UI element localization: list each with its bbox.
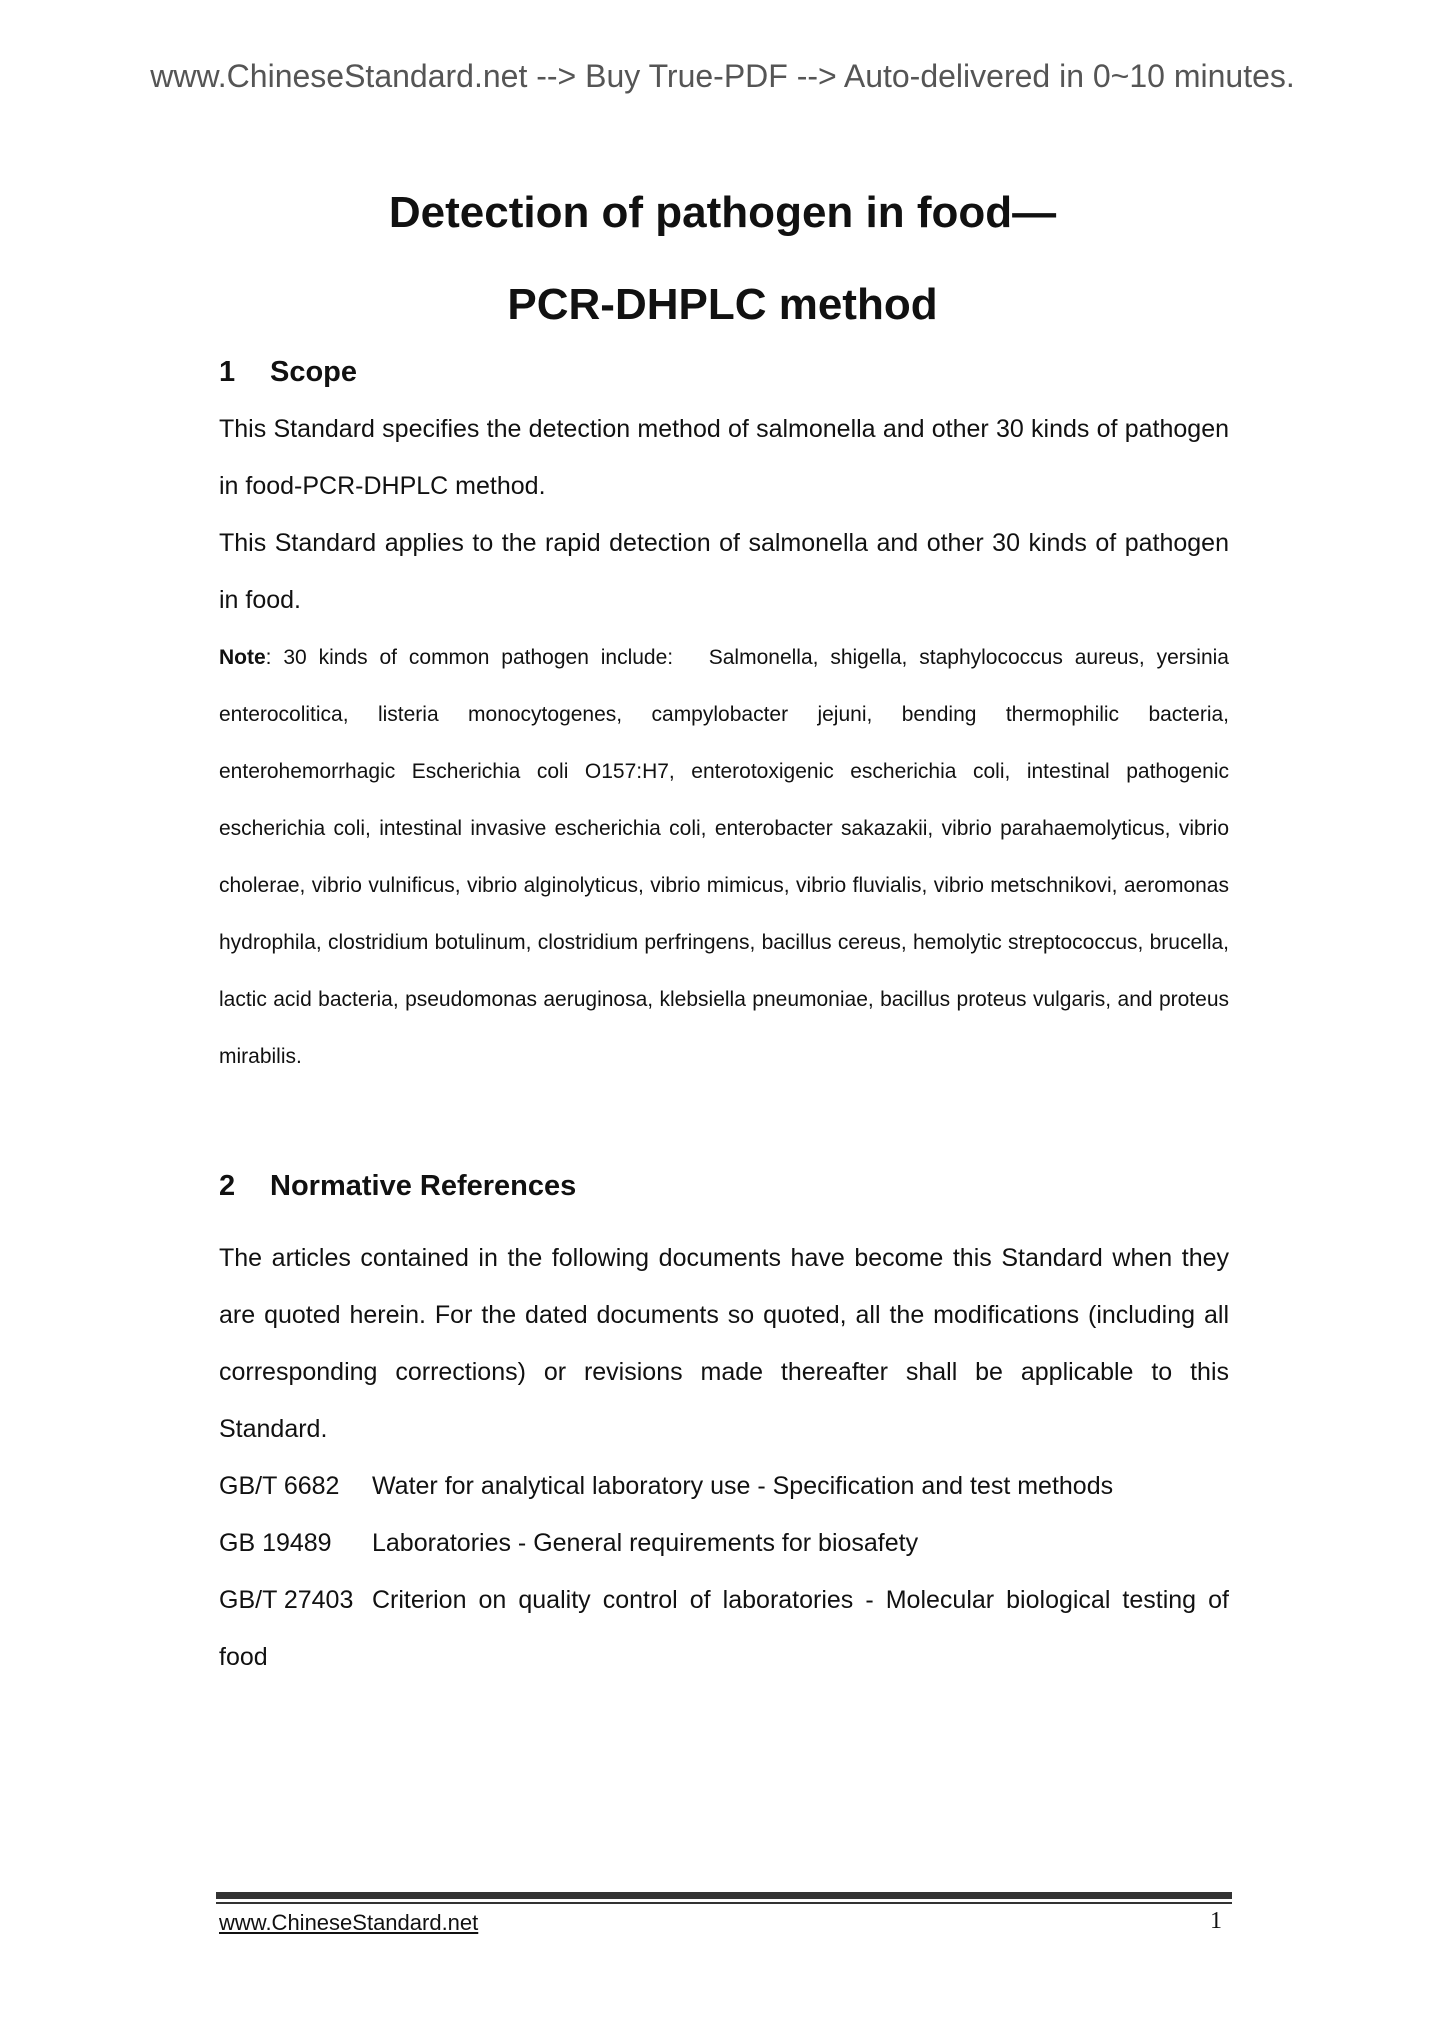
- footer-rule-thick: [216, 1892, 1232, 1899]
- document-title-line1: Detection of pathogen in food—: [388, 188, 1057, 237]
- scope-paragraph-1: This Standard specifies the detection method of salmonella and other 30 kinds of pathogen in food-PCR-DHPLC method.: [219, 415, 1229, 500]
- reference-item: [219, 1515, 1229, 1572]
- reference-code: GB/T 27403: [219, 1586, 354, 1614]
- references-body: [219, 1230, 1229, 1686]
- section-number: 1: [219, 356, 236, 388]
- note-text: : 30 kinds of common pathogen include: Salmonella, shigella, staphylococcus aureus, yersinia enterocolitica, listeria monocytogenes, campylobacter jejuni, bending thermophilic bacteria, enterohemorrhagic Escherichia coli O157:H7, enterotoxigenic escherichia coli, intestinal pathogenic escherichia coli, intestinal invasive escherichia coli, enterobacter sakazakii, vibrio parahaemolyticus, vibrio cholerae, vibrio vulnificus, vibrio alginolyticus, vibrio mimicus, vibrio fluvialis, vibrio metschnikovi, aeromonas hydrophila, clostridium botulinum, clostridium perfringens, bacillus cereus, hemolytic streptococcus, brucella, lactic acid bacteria, pseudomonas aeruginosa, klebsiella pneumoniae, bacillus proteus vulgaris, and proteus mirabilis.: [219, 646, 1229, 1068]
- reference-item: [219, 1572, 1229, 1629]
- footer-rule-thin: [216, 1902, 1232, 1904]
- section-title: Scope: [270, 356, 358, 388]
- references-paragraph: The articles contained in the following documents have become this Standard when they are quoted herein. For the dated documents so quoted, all the modifications (including all corresponding corrections) or revisions made thereafter shall be applicable to this Standard.: [219, 1244, 1229, 1443]
- reference-title: Laboratories - General requirements for biosafety: [372, 1529, 919, 1557]
- reference-title: Water for analytical laboratory use - Specification and test methods: [372, 1472, 1114, 1500]
- document-title-line2: PCR-DHPLC method: [507, 280, 938, 329]
- reference-title-continuation: food: [219, 1643, 268, 1671]
- section-number: 2: [219, 1170, 236, 1202]
- top-banner[interactable]: www.ChineseStandard.net --> Buy True-PDF --> Auto-delivered in 0~10 minutes.: [150, 58, 1295, 94]
- reference-title: Criterion on quality control of laboratories - Molecular biological testing of: [372, 1586, 1229, 1614]
- section-title: Normative References: [270, 1170, 577, 1202]
- page-number: 1: [1210, 1908, 1222, 1934]
- scope-body: [219, 401, 1229, 1085]
- reference-item: [219, 1458, 1229, 1515]
- reference-code: GB/T 6682: [219, 1472, 340, 1500]
- scope-note: [219, 629, 1229, 1085]
- scope-paragraph-2: This Standard applies to the rapid detection of salmonella and other 30 kinds of pathogen in food.: [219, 529, 1229, 614]
- note-label: Note: [219, 646, 266, 669]
- reference-code: GB 19489: [219, 1529, 332, 1557]
- footer-website-link[interactable]: www.ChineseStandard.net: [219, 1910, 479, 1935]
- section-heading-scope: [219, 356, 357, 389]
- section-heading-normative-references: [219, 1170, 576, 1203]
